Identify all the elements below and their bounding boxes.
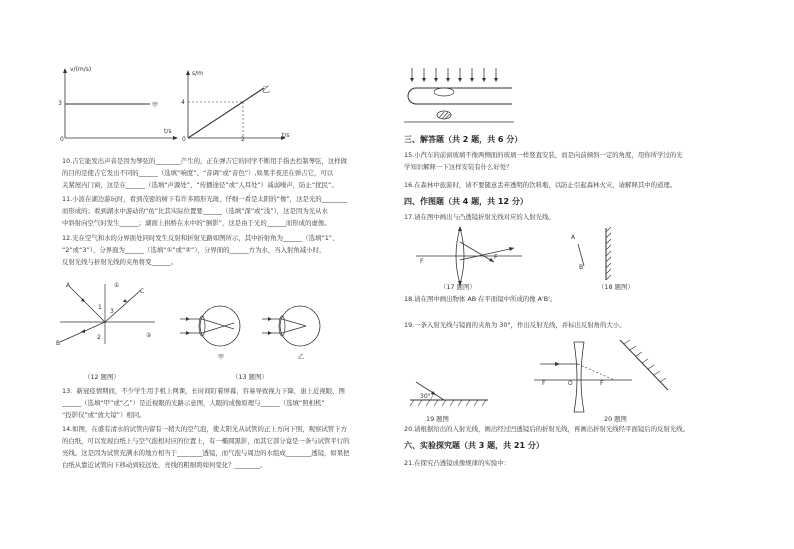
fig12-label-C: C (140, 288, 145, 295)
fig13-label-jia: 甲 (218, 354, 225, 361)
fig18-plane-mirror (566, 226, 636, 282)
vt-origin: 0 (60, 136, 64, 143)
q17-text: 17.请在图中画出与凸透镜折射光线对应的入射光线。 (404, 213, 555, 221)
section-3-heading: 三、解答题（共 2 题，共 6 分） (404, 135, 523, 144)
fig17-label-f-left: F (420, 258, 424, 265)
vt-graph (55, 68, 185, 148)
section-6-heading: 六、实验探究题（共 3 题，共 21 分） (404, 441, 544, 450)
vt-y-axis-label: v/(m/s) (70, 66, 92, 73)
fig12-label-3: 3 (110, 308, 114, 315)
fig12-label-1: 1 (98, 304, 102, 311)
text-line: 关紧屋内门窗，这是在______（选填“声源处”、“传播途径”或“人耳处”）减弱噪声，防止“扰民”。 (62, 181, 338, 189)
text-line: 白纸从靠近试管向下移动到较远处，亮线的粗细将如何变化？________。 (62, 461, 267, 469)
fig20-caption: 20 题图 (604, 415, 627, 423)
fig18-caption: （18 题图） (598, 283, 634, 291)
q15-line2: 学知识解释一下这样安装有什么好处？ (404, 163, 513, 171)
fig20-concave-lens-mirror (532, 334, 672, 414)
fig13-caption: （13 题图） (232, 373, 268, 381)
st-graph (178, 70, 298, 150)
text-line: “2”或“3”），分界面为______（选填“①”或“②”），分界面的______方为水，当入射角减小时， (62, 246, 326, 254)
q15-line1: 15.小汽车的前窗玻璃不像两侧面的玻璃一样竖直安装，而是向前倾斜一定的角度，用你所学过的光 (404, 151, 683, 159)
fig17-convex-lens (414, 226, 524, 286)
vt-x-axis-label: t/s (164, 128, 172, 135)
text-line: 12.光在空气和水的分界面处同时发生反射和折射光路如图所示，其中折射角为______（选填“1”、 (62, 234, 339, 242)
text-line: 的白纸，可以发现白纸上与空气泡相对应的位置上，有一椭圆黑影，而其它部分竟是一条与试管平行的 (62, 437, 350, 445)
q16-text: 16.在森林中旅游时，请不要随意丢弃透明的饮料瓶，以防止引起森林火灾，请解释其中的道理。 (404, 181, 677, 189)
fig12-label-2: 2 (97, 334, 101, 341)
fig20-label-f-left: F (542, 380, 546, 387)
st-y-axis-label: s/m (192, 70, 203, 77)
text-line: 亮线。这是因为试管充满水的地方相当于________透镜，而气泡与周边的水组成________透镜，如果把 (62, 449, 350, 457)
st-x-tick: 2 (241, 136, 245, 143)
test-tube-figure (404, 66, 516, 126)
fig13-eye-yi (262, 296, 342, 356)
text-line: 10.吉它能发出声音是因为琴弦的________产生的，正在弹吉它的同学不断用手指去控制琴弦，这样做 (62, 157, 347, 165)
fig19-caption: 19 题图 (426, 415, 449, 423)
st-x-axis-label: t/s (282, 132, 290, 139)
vt-series-label: 甲 (152, 102, 159, 109)
st-origin: 0 (182, 136, 186, 143)
text-line: 的目的是使吉它发出不同的______（选填“响度”、“音调”或“音色”）,如果半夜还在弹吉它，可以 (62, 169, 334, 177)
fig12-label-circle2: ② (146, 332, 152, 339)
text-line: 11.小波在湖边游玩时，看到茂密的树下有许多圆形光斑，仔细一看是太阳的“像”，这是光的________ (62, 195, 348, 203)
fig20-label-f-right: F (600, 380, 604, 387)
fig12-label-circle1: ① (114, 282, 120, 289)
fig12-label-A: A (66, 282, 71, 289)
q20-text: 20.请根据给出的入射光线，画出经过凹透镜后的折射光线，再画出折射光线经平面镜后的反射光线。 (404, 425, 689, 433)
text-line: 14.如图，在盛有清水的试管内留有一稍大的空气泡，使太阳光从试管的正上方向下照，观察试管下方 (62, 425, 347, 433)
text-line: 中斜射向空气时发生______；湖面上拱桥在水中的“倒影”，这是由于光的______而形成的虚像。 (62, 219, 331, 227)
fig18-label-A: A (571, 234, 576, 241)
text-line: 而形成的；看到湖水中游动的“鱼”比其实际位置要______（选填“深”或“浅”），这是因为光从水 (62, 207, 328, 215)
fig19-mirror-ray (404, 370, 494, 412)
section-4-heading: 四、作图题（共 4 题，共 12 分） (404, 197, 528, 206)
fig17-caption: （17 题图） (440, 283, 476, 291)
vt-y-tick: 3 (58, 100, 62, 107)
st-series-label: 乙 (262, 85, 270, 94)
q18-text: 18.请在图中画出物体 AB 在平面镜中所成的像 A'B'。 (404, 295, 557, 303)
fig20-label-o: O (568, 380, 573, 387)
fig13-label-yi: 乙 (298, 354, 305, 361)
fig12-diagram (55, 282, 165, 352)
st-y-tick: 4 (181, 99, 185, 106)
q21-text: 21.在探究凸透镜成像规律的实验中： (404, 459, 511, 467)
q19-text: 19.一条入射光线与镜面的夹角为 30°，作出反射光线，并标出反射角的大小。 (404, 321, 626, 329)
text-line: 反射光线与折射光线的夹角将变______。 (62, 258, 178, 266)
text-line: 13．新冠疫情期间，不少学生用手机上网课，长时间盯着屏幕，容易导致视力下降，患上近视眼，图 (62, 387, 345, 395)
text-line: “投影仪”或“放大镜”）相同。 (62, 411, 146, 419)
text-line: ______（选填“甲”或“乙”）是近视眼的光路示意图，人眼的成像原理与______（选填“照相机” (62, 399, 325, 407)
fig12-label-B: B (56, 340, 61, 347)
fig12-caption: （12 题图） (84, 373, 120, 381)
fig13-eye-jia (180, 296, 260, 356)
fig17-label-f-right: F (494, 254, 498, 261)
fig19-angle-label: 30° (420, 393, 431, 400)
fig18-label-B: B (579, 264, 584, 271)
